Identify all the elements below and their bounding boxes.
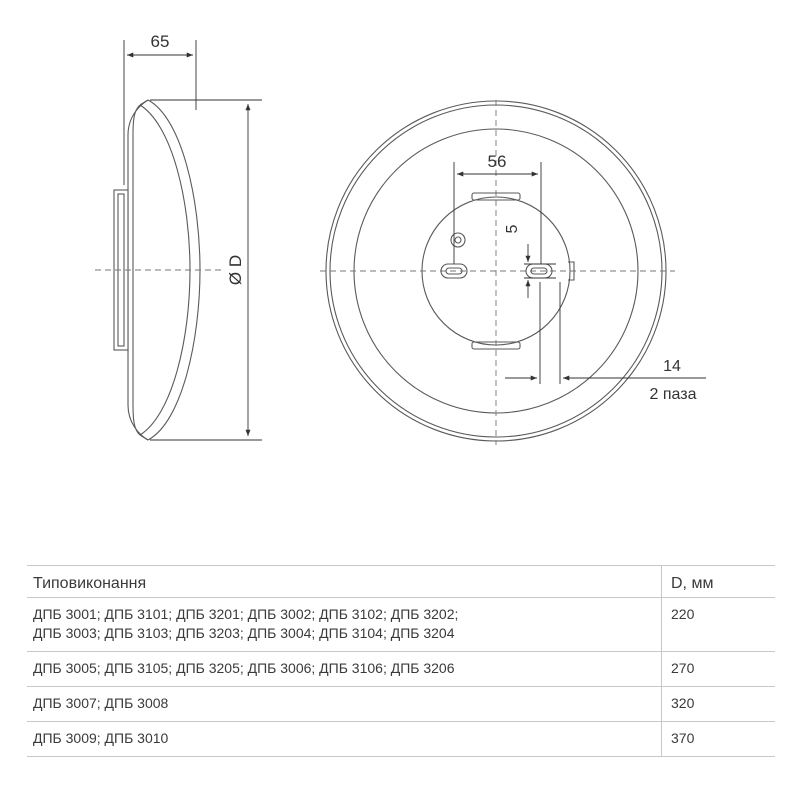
slot-width-label: 5 [504, 224, 521, 234]
diameter-cell: 270 [662, 652, 776, 687]
models-line: ДПБ 3005; ДПБ 3105; ДПБ 3205; ДПБ 3006; ДПБ 3106; ДПБ 3206 [33, 660, 455, 676]
models-cell [27, 722, 662, 757]
models-column-header: Типовиконання [33, 575, 147, 592]
diameter-cell: 370 [662, 722, 776, 757]
table-row [27, 722, 775, 757]
diameter-column-header: D, мм [662, 566, 776, 598]
diameter-cell: 220 [662, 598, 776, 652]
table-row [27, 687, 775, 722]
table-row [27, 598, 775, 652]
models-cell [27, 687, 662, 722]
slot-count-note: 2 паза [649, 386, 697, 403]
table-row [27, 652, 775, 687]
models-line: ДПБ 3009; ДПБ 3010 [33, 730, 169, 746]
diameter-dimension-label: Ø D [226, 254, 245, 286]
mount-spacing-label: 56 [487, 152, 507, 171]
top-view-screw-hole [451, 233, 465, 247]
side-view [95, 100, 222, 440]
depth-dimension-label: 65 [150, 32, 170, 51]
models-line: ДПБ 3003; ДПБ 3103; ДПБ 3203; ДПБ 3004; ДПБ 3104; ДПБ 3204 [33, 625, 455, 641]
models-cell [27, 652, 662, 687]
models-line: ДПБ 3001; ДПБ 3101; ДПБ 3201; ДПБ 3002; ДПБ 3102; ДПБ 3202; [33, 606, 459, 622]
models-line: ДПБ 3007; ДПБ 3008 [33, 695, 169, 711]
models-cell [27, 598, 662, 652]
slot-length-label: 14 [663, 358, 681, 375]
table-header-row [27, 566, 775, 598]
specification-table [27, 565, 775, 757]
top-view-slot-right [526, 264, 552, 278]
diameter-cell: 320 [662, 687, 776, 722]
